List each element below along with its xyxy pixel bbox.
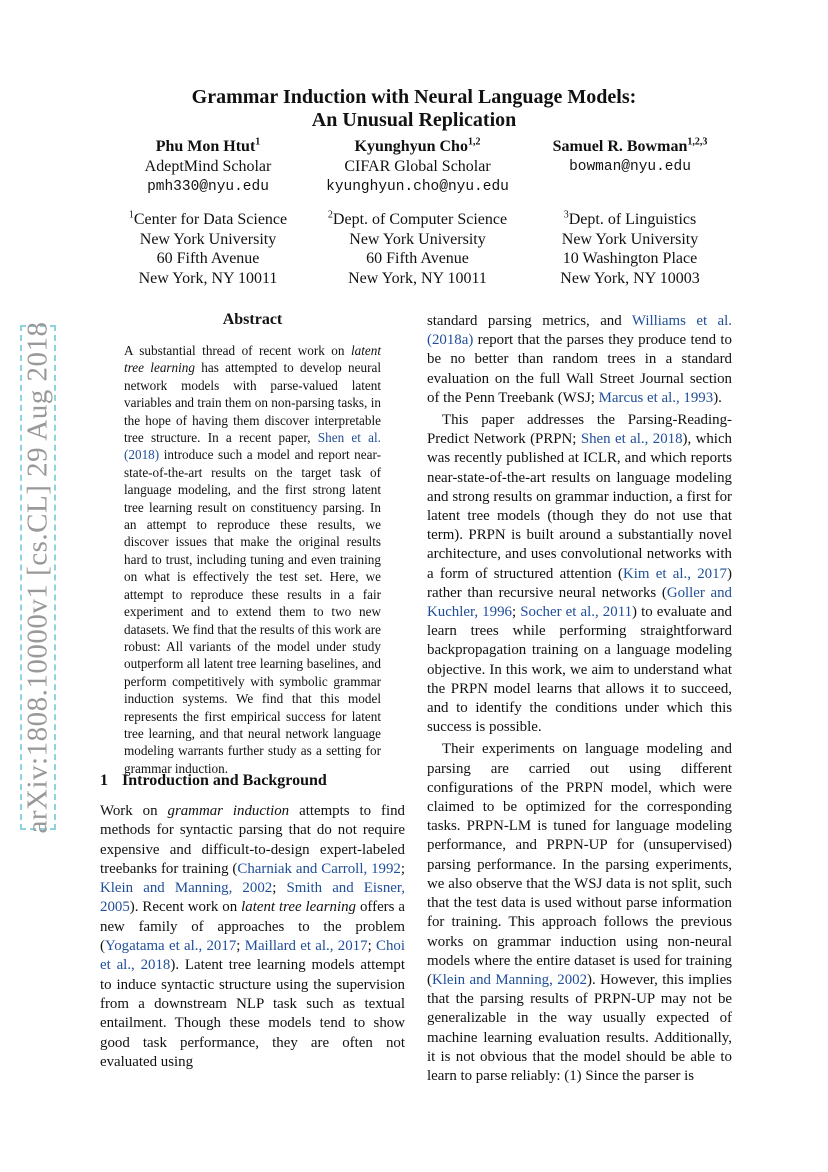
author-3 [535, 137, 725, 177]
citation-link[interactable]: Klein and Manning, 2002 [100, 880, 273, 897]
affiliation-line: New York University [561, 230, 699, 248]
citation-link[interactable]: Klein and Manning, 2002 [431, 971, 588, 988]
citation-link[interactable]: Kim et al., 2017 [622, 565, 728, 582]
citation-link[interactable]: Shen et al., 2018 [580, 431, 683, 448]
section-heading [100, 772, 327, 790]
abstract-heading: Abstract [222, 311, 283, 328]
citation-link[interactable]: Yogatama et al., 2017 [104, 938, 237, 955]
citation-link[interactable]: Marcus et al., 1993 [598, 389, 714, 406]
author-sup: 1,2,3 [687, 136, 708, 148]
body-paragraph: standard parsing metrics, and Williams et al. (2018a) report that the parses they produce tend to be no better than random trees in a standard evaluation on the full Wall Street Journal section of the Penn Treebank (WSJ; Marcus et al., 1993). [427, 313, 733, 406]
affiliation-sup: 2 [327, 209, 333, 221]
affiliation-line: 60 Fifth Avenue [156, 250, 260, 267]
citation-link[interactable]: Goller and Kuchler, 1996 [427, 584, 732, 621]
affiliation-line: 10 Washington Place [562, 250, 698, 267]
author-1 [118, 137, 298, 197]
author-name: Kyunghyun Cho [354, 138, 468, 155]
affiliation-line: Center for Data Science [133, 211, 288, 228]
section-number: 1 [100, 772, 108, 789]
author-sup: 1 [255, 136, 261, 148]
arxiv-stamp [20, 321, 56, 834]
citation-link[interactable]: Choi et al., 2018 [100, 938, 405, 974]
affiliation-line: New York University [349, 230, 486, 248]
citation-link[interactable]: Shen et al. (2018) [124, 430, 381, 463]
title-line-1: Grammar Induction with Neural Language Models: [191, 86, 637, 108]
author-email[interactable]: bowman@nyu.edu [569, 159, 691, 175]
author-affiliation: AdeptMind Scholar [144, 158, 272, 175]
affiliation-line: New York, NY 10011 [348, 269, 487, 287]
affiliation-line: Dept. of Computer Science [332, 211, 508, 228]
citation-link[interactable]: Charniak and Carroll, 1992 [237, 860, 401, 877]
citation-link[interactable]: Maillard et al., 2017 [244, 938, 368, 955]
author-email[interactable]: pmh330@nyu.edu [147, 179, 269, 195]
abstract-text: A substantial thread of recent work on latent tree learning has attempted to develop neural network models with parse-valued latent variables and train them on non-parsing tasks, in the hope of having them discover interpretable tree structure. In a recent paper, Shen et al. (2018) introduce such a model and report near-state-of-the-art results on the target task of language modeling, and the first strong latent tree learning result on constituency parsing. In an attempt to reproduce these results, we discover issues that make the original results hard to trust, including tuning and even training on what is effectively the test set. Here, we attempt to reproduce these results in a fair experiment and to extend them to two new datasets. We find that the results of this work are robust: All variants of the model under study outperform all latent tree learning baselines, and perform competitively with symbolic grammar induction systems. We find that this model represents the first empirical success for latent tree learning, and that neural network language modeling warrants further study as a setting for grammar induction. [124, 343, 381, 776]
body-paragraph: Their experiments on language modeling and parsing are carried out using different configurations of the PRPN model, which were claimed to be optimized for the corresponding tasks. PRPN-LM is tuned for language modeling performance, and PRPN-UP for (unsupervised) parsing performance. In the parsing experiments, we also observe that the WSJ data is not split, such that the test data is used without parse information for training. This approach follows the previous works on grammar induction using non-neural models where the entire dataset is used for training (Klein and Manning, 2002). However, this implies that the parsing results of PRPN-UP may not be generalizable in the way usually expected of machine learning evaluation results. Additionally, it is not obvious that the model should be able to learn to parse reliably: (1) Since the parser is [427, 741, 732, 1084]
affiliation-1 [118, 210, 298, 288]
affiliation-2 [310, 210, 525, 288]
affiliation-sup: 1 [128, 209, 134, 221]
author-name: Samuel R. Bowman [552, 138, 688, 155]
section-title: Introduction and Background [122, 772, 327, 789]
title-line-2: An Unusual Replication [311, 109, 517, 131]
affiliation-line: 60 Fifth Avenue [366, 250, 469, 267]
affiliation-sup: 3 [563, 209, 569, 221]
intro-paragraph: Work on grammar induction attempts to find methods for syntactic parsing that do not require expensive and difficult-to-design expert-labeled treebanks for training (Charniak and Carroll, 1992; Klein and Manning, 2002; Smith and Eisner, 2005). Recent work on latent tree learning offers a new family of approaches to the problem (Yogatama et al., 2017; Maillard et al., 2017; Choi et al., 2018). Latent tree learning models attempt to induce syntactic structure using the supervision from a downstream NLP task such as textual entailment. Though these models tend to show good task performance, they are often not evaluated using [100, 803, 406, 1070]
author-email[interactable]: kyunghyun.cho@nyu.edu [326, 179, 509, 195]
author-name: Phu Mon Htut [155, 138, 256, 155]
author-affiliation: CIFAR Global Scholar [344, 158, 491, 175]
affiliation-line: New York University [139, 230, 277, 248]
affiliation-line: New York, NY 10003 [560, 269, 700, 287]
body-paragraph: This paper addresses the Parsing-Reading-Predict Network (PRPN; Shen et al., 2018), which was recently published at ICLR, and which reports near-state-of-the-art results on language modeling and strong results on grammar induction, a first for latent tree models (though they do not use that term). PRPN is built around a substantially novel architecture, and uses convolutional networks with a form of structured attention (Kim et al., 2017) rather than recursive neural networks (Goller and Kuchler, 1996; Socher et al., 2011) to evaluate and learn trees while performing straightforward backpropagation training on a language modeling objective. In this work, we aim to understand what the PRPN model learns that allows it to succeed, and to identify the conditions under which this success is possible. [427, 412, 733, 736]
citation-link[interactable]: Williams et al. (2018a) [427, 313, 733, 349]
affiliation-line: Dept. of Linguistics [568, 211, 697, 228]
citation-link[interactable]: Smith and Eisner, 2005 [100, 880, 405, 916]
right-column [427, 312, 732, 1086]
arxiv-id-text: arXiv:1808.10000v1 [cs.CL] 29 Aug 2018 [21, 321, 54, 834]
author-sup: 1,2 [467, 136, 481, 148]
paper-title [0, 86, 828, 132]
citation-link[interactable]: Socher et al., 2011 [520, 604, 633, 621]
affiliation-line: New York, NY 10011 [138, 269, 278, 287]
affiliation-3 [535, 210, 725, 288]
author-2 [305, 137, 530, 197]
